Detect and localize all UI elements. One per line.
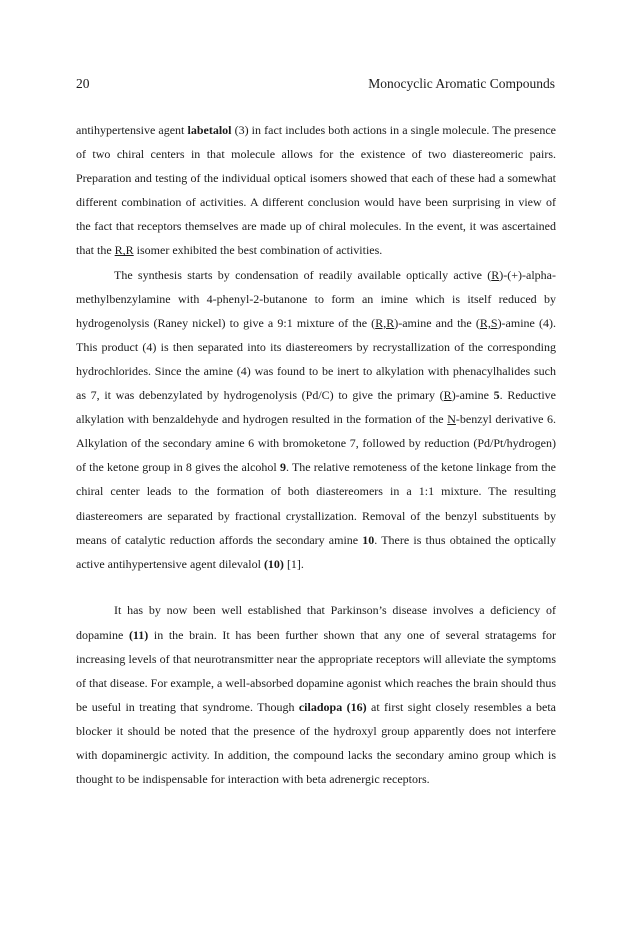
underlined-term: R,R — [114, 243, 134, 258]
text-segment: )-amine (4). This product (4) is then separated into its diastereomers by recrystallization of the corresponding hydrochlorides. Since the amine (4) was found to be inert to alkylation with phenacylhalides such as 7, it was debenzylated by hydrogenolysis (Pd/C) to give the primary ( — [76, 315, 556, 403]
text-segment: -benzyl derivative 6. Alkylation of the secondary amine 6 with bromoketone 7, followed by reduction (Pd/Pt/hydrogen) of the ketone group in 8 gives the alcohol — [76, 412, 556, 475]
bold-term: labetalol — [187, 123, 232, 137]
paragraph-3 — [76, 598, 556, 791]
text-segment: in the brain. It has been further shown that any one of several stratagems for increasing levels of that neurotransmitter near the appropriate receptors will alleviate the symptoms of that disease. For example, a well-absorbed dopamine agonist which reaches the brain should thus be useful in treating that syndrome. Though — [76, 627, 556, 714]
text-segment: isomer exhibited the best combination of activities. — [133, 243, 383, 258]
text-segment: . The relative remoteness of the ketone linkage from the chiral center leads to the formation of both diastereomers in a 1:1 mixture. The resulting diastereomers are separated by fractional crystallization. Removal of the benzyl substituents by means of catalytic reduction affords the secondary amine — [76, 460, 556, 547]
page-number: 20 — [76, 76, 90, 91]
text-segment: It has by now been well established that Parkinson’s disease involves a deficiency of dopamine — [76, 603, 556, 642]
underlined-term: N — [447, 412, 456, 427]
body-text — [76, 118, 556, 791]
paragraph-2 — [76, 263, 556, 576]
text-segment: )-amine and the ( — [394, 315, 480, 330]
text-segment: )-(+)-alpha-methylbenzylamine with 4-phenyl-2-butanone to form an imine which is itself reduced by hydrogenolysis (Raney nickel) to give a 9:1 mixture of the ( — [76, 267, 556, 330]
text-segment: [1]. — [283, 556, 304, 571]
bold-term: (10) — [263, 556, 284, 571]
underlined-term: R — [491, 267, 500, 282]
paragraph-1 — [76, 118, 556, 263]
text-segment: at first sight closely resembles a beta blocker it should be noted that the presence of the hydroxyl group apparently does not interfere with dopaminergic activity. In addition, the compound lacks the secondary amino group which is thought to be indispensable for interaction with beta adrenergic receptors. — [76, 699, 556, 787]
text-segment: antihypertensive agent — [76, 123, 188, 137]
bold-term: (11) — [128, 627, 149, 642]
bold-term: 5 — [493, 388, 500, 403]
underlined-term: R,R — [375, 315, 395, 330]
underlined-term: R — [443, 388, 452, 403]
bold-term: 10 — [362, 532, 375, 547]
bold-term: 9 — [279, 460, 286, 475]
text-segment: The synthesis starts by condensation of readily available optically active ( — [114, 267, 492, 282]
underlined-term: R,S — [479, 315, 498, 330]
paragraph-gap — [76, 576, 556, 599]
text-segment: . Reductive alkylation with benzaldehyde and hydrogen resulted in the formation of the — [76, 388, 556, 427]
bold-term: ciladopa (16) — [298, 699, 367, 714]
text-segment: (3) in fact includes both actions in a single molecule. The presence of two chiral centers in that molecule allows for the existence of two diastereomeric pairs. Preparation and testing of the individual optical isomers showed that each of these had a somewhat different combination of activities. A different conclusion would have been surprising in view of the fact that receptors themselves are made up of chiral molecules. In the event, it was ascertained that the — [76, 123, 557, 258]
text-segment: )-amine — [451, 388, 494, 403]
text-segment: . There is thus obtained the optically active antihypertensive agent dilevalol — [76, 532, 556, 571]
running-head: Monocyclic Aromatic Compounds — [368, 76, 555, 91]
